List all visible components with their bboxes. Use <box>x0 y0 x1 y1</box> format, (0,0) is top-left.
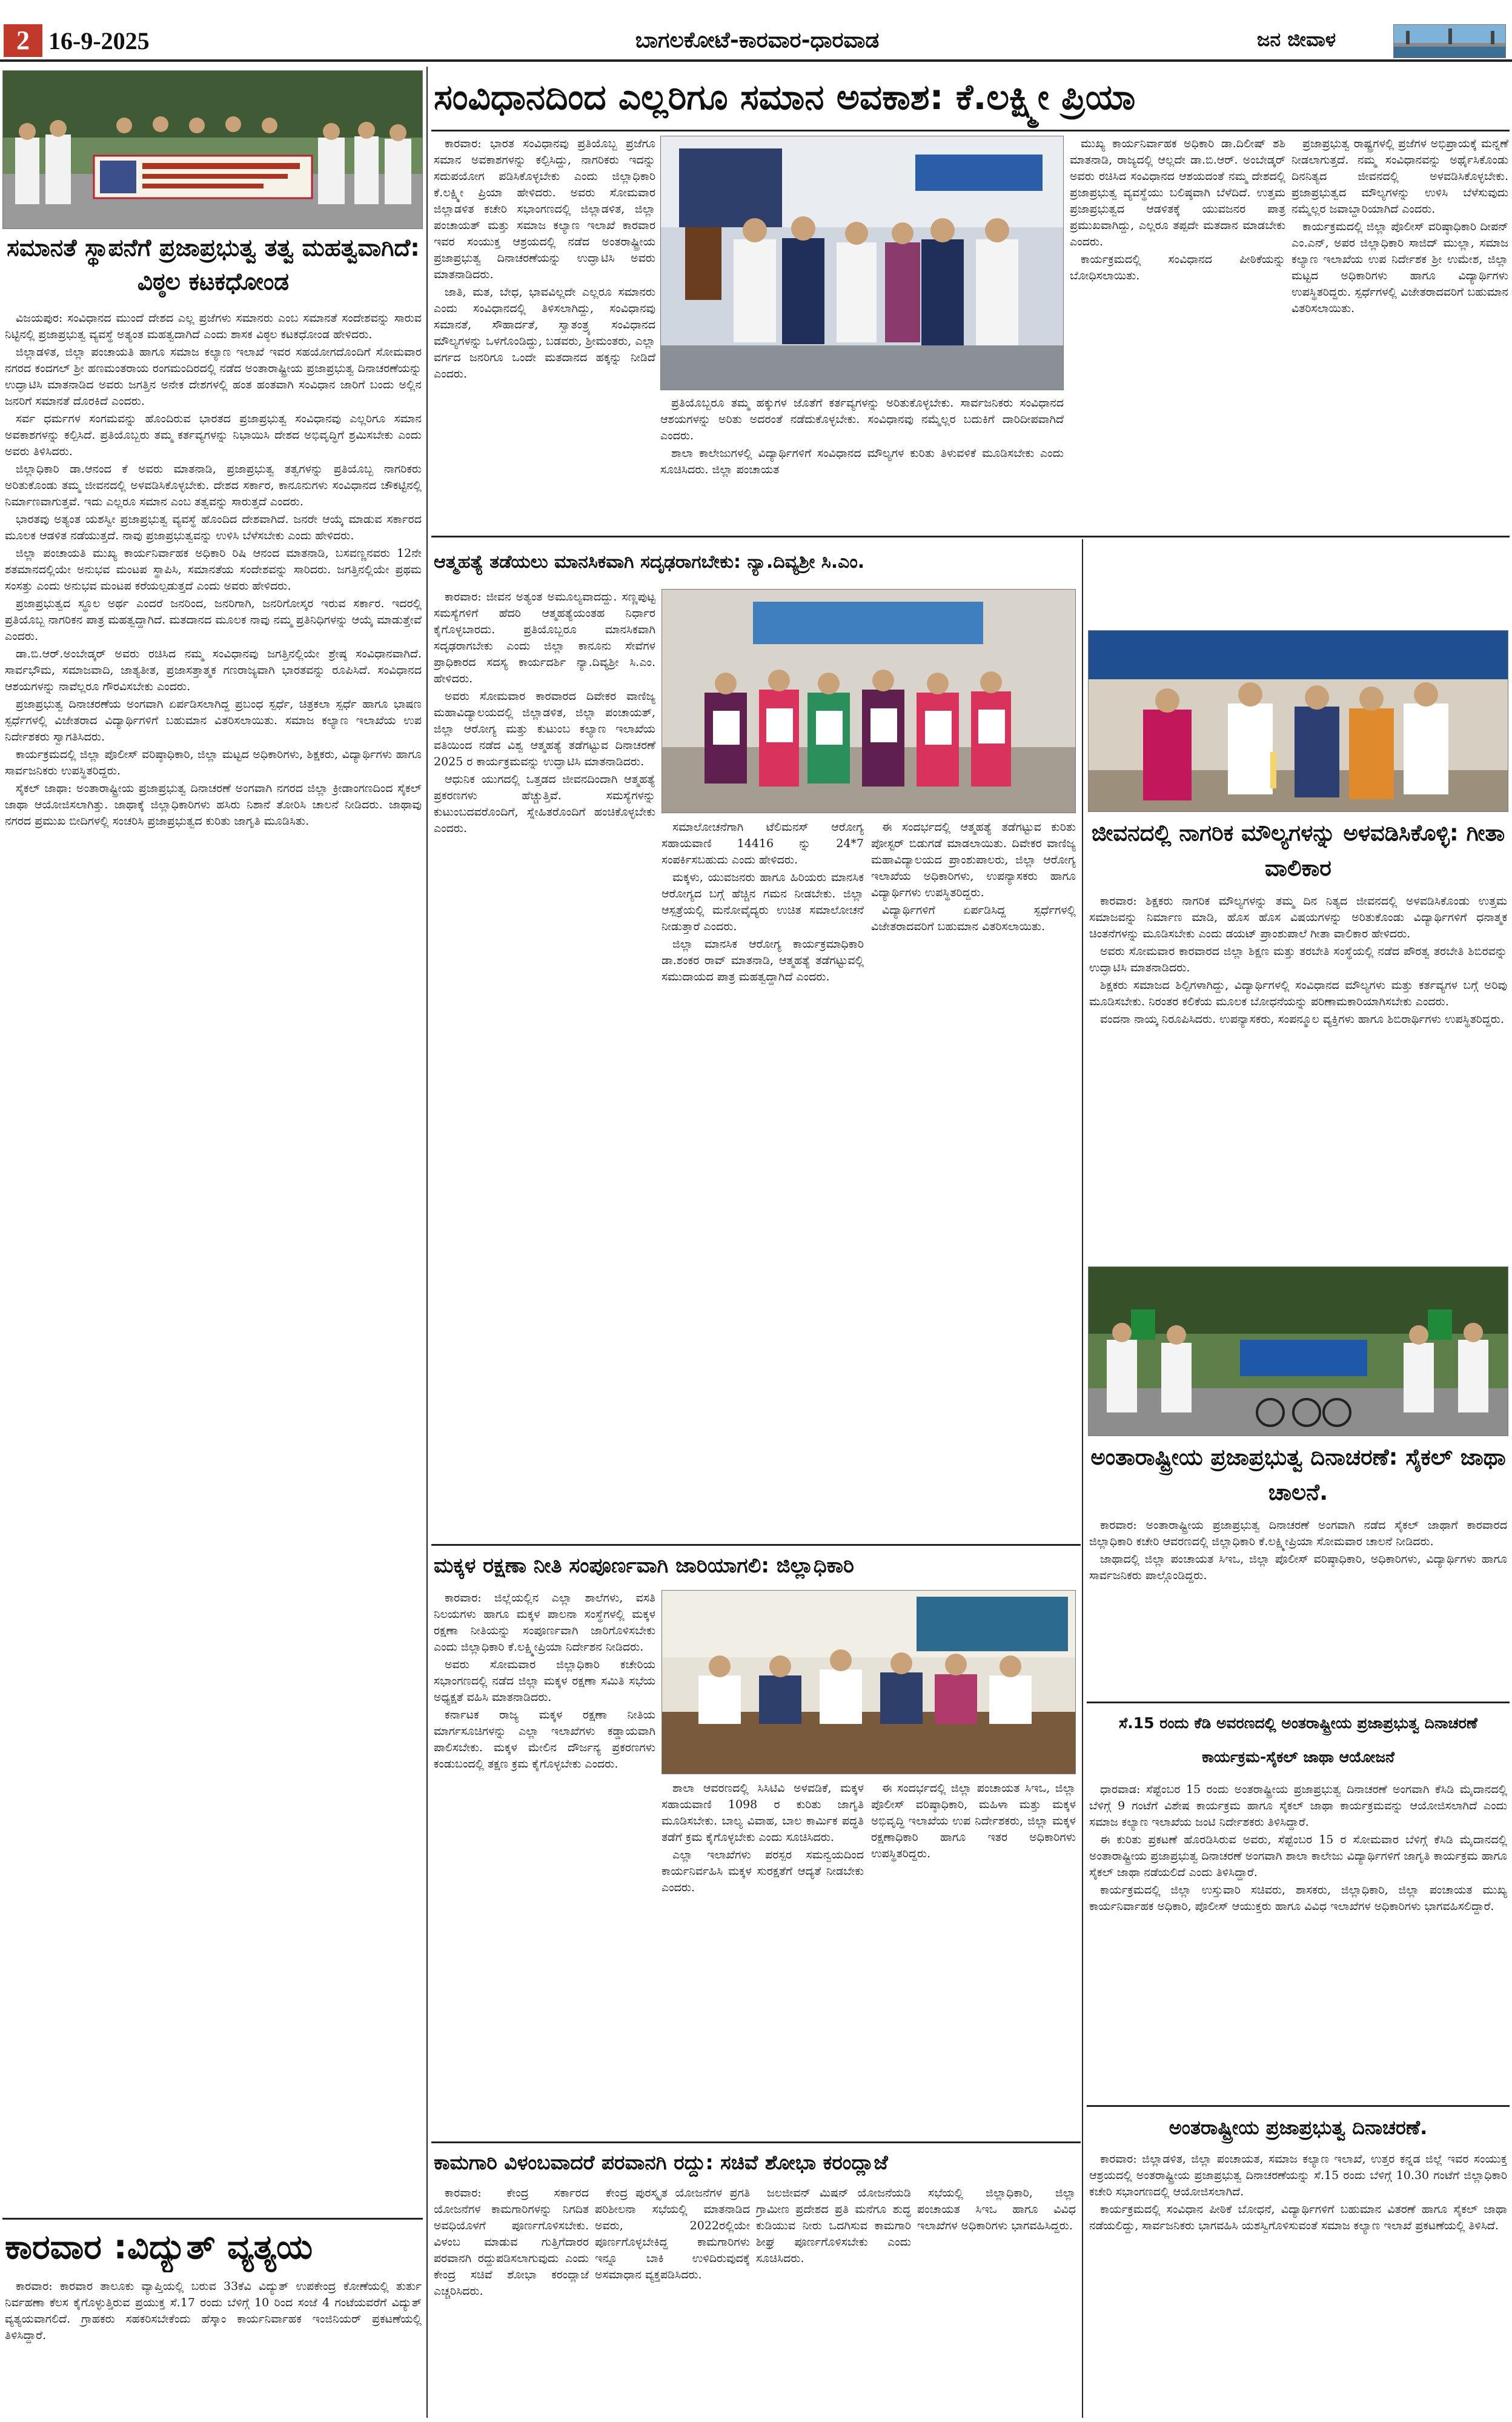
paragraph: ಕಾರವಾರ: ಭಾರತ ಸಂವಿಧಾನವು ಪ್ರತಿಯೊಬ್ಬ ಪ್ರಜೆಗೂ ಸಮಾನ ಅವಕಾಶಗಳನ್ನು ಕಲ್ಪಿಸಿದ್ದು, ನಾಗರಿಕರು ಇದನ್ನು ಸದುಪಯೋಗ ಪಡಿಸಿಕೊಳ್ಳಬೇಕು ಎಂದು ಜಿಲ್ಲಾಧಿಕಾರಿ ಕೆ.ಲಕ್ಷ್ಮೀ ಪ್ರಿಯಾ ಹೇಳಿದರು. ಅವರು ಸೋಮವಾರ ಜಿಲ್ಲಾಡಳಿತ ಕಚೇರಿ ಸಭಾಂಗಣದಲ್ಲಿ ಜಿಲ್ಲಾಡಳಿತ, ಜಿಲ್ಲಾ ಪಂಚಾಯತ್ ಮತ್ತು ಸಮಾಜ ಕಲ್ಯಾಣ ಇಲಾಖೆ ಕಾರವಾರ ಇವರ ಸಂಯುಕ್ತ ಆಶ್ರಯದಲ್ಲಿ ನಡೆದ ಅಂತರಾಷ್ಟ್ರೀಯ ಪ್ರಜಾಪ್ರಭುತ್ವ ದಿನಾಚರಣೆಯನ್ನು ಉದ್ಘಾಟಿಸಿ ಅವರು ಮಾತನಾಡಿದರು. <box>434 137 655 281</box>
paragraph: ಡಾ.ಬಿ.ಆರ್.ಅಂಬೇಡ್ಕರ್ ಅವರು ರಚಿಸಿದ ನಮ್ಮ ಸಂವಿಧಾನವು ಜಗತ್ತಿನಲ್ಲಿಯೇ ಶ್ರೇಷ್ಠ ಸಂವಿಧಾನವಾಗಿದೆ. ಸಾರ್ವಭೌಮ, ಸಮಾಜವಾದಿ, ಜಾತ್ಯತೀತ, ಪ್ರಜಾಸತ್ತಾತ್ಮಕ ಗಣರಾಜ್ಯವಾಗಿ ಭಾರತವನ್ನು ರೂಪಿಸಿದೆ. ಸಂವಿಧಾನದ ಆಶಯಗಳನ್ನು ನಾವೆಲ್ಲರೂ ಗೌರವಿಸಬೇಕು ಎಂದರು. <box>5 647 422 693</box>
last-story-rule <box>1087 2105 1510 2107</box>
paragraph: ಭಾರತವು ಅತ್ಯಂತ ಯಶಸ್ವೀ ಪ್ರಜಾಪ್ರಭುತ್ವ ವ್ಯವಸ್ಥೆ ಹೊಂದಿದ ದೇಶವಾಗಿದೆ. ಜನರೇ ಆಯ್ಕೆ ಮಾಡುವ ಸರ್ಕಾರದ ಮೂಲಕ ಆಡಳಿತ ನಡೆಯುತ್ತದೆ. ನಾವು ಪ್ರಜಾಪ್ರಭುತ್ವವನ್ನು ಉಳಿಸಿ ಬೆಳೆಸಬೇಕು ಎಂದು ಹೇಳಿದರು. <box>5 513 422 542</box>
paragraph: ಈ ಸಂದರ್ಭದಲ್ಲಿ ಆತ್ಮಹತ್ಯೆ ತಡೆಗಟ್ಟುವ ಕುರಿತು ಪೋಸ್ಟರ್ ಬಿಡುಗಡೆ ಮಾಡಲಾಯಿತು. ದಿವೇಕರ ವಾಣಿಜ್ಯ ಮಹಾವಿದ್ಯಾಲಯದ ಪ್ರಾಂಶುಪಾಲರು, ಜಿಲ್ಲಾ ಆರೋಗ್ಯ ಇಲಾಖೆಯ ಅಧಿಕಾರಿಗಳು, ಉಪನ್ಯಾಸಕರು ಹಾಗೂ ವಿದ್ಯಾರ್ಥಿಗಳು ಉಪಸ್ಥಿತರಿದ್ದರು. <box>871 820 1076 899</box>
paragraph: ಸಭೆಯಲ್ಲಿ ಜಿಲ್ಲಾಧಿಕಾರಿ, ಜಿಲ್ಲಾ ಪಂಚಾಯತ ಸಿಇಒ ಹಾಗೂ ವಿವಿಧ ಇಲಾಖೆಗಳ ಅಧಿಕಾರಿಗಳು ಭಾಗವಹಿಸಿದ್ದರು. <box>917 2186 1076 2232</box>
paragraph: ಜಿಲ್ಲಾಧಿಕಾರಿ ಡಾ.ಆನಂದ ಕೆ ಅವರು ಮಾತನಾಡಿ, ಪ್ರಜಾಪ್ರಭುತ್ವ ತತ್ವಗಳನ್ನು ಪ್ರತಿಯೊಬ್ಬ ನಾಗರಿಕರು ಅರಿತುಕೊಂಡು ತಮ್ಮ ಜೀವನದಲ್ಲಿ ಅಳವಡಿಸಿಕೊಳ್ಳಬೇಕು. ದೇಶದ ಸರ್ಕಾರ, ಕಾನೂನುಗಳು ಸಂವಿಧಾನದ ಚೌಕಟ್ಟಿನಲ್ಲಿ ನಿರ್ಮಾಣವಾಗುತ್ತವೆ. ಇದು ಎಲ್ಲರೂ ಸಮಾನ ಎಂಬ ತತ್ವವನ್ನು ಸಾರುತ್ತದೆ ಎಂದರು. <box>5 462 422 508</box>
lead-col-2 <box>660 395 1064 530</box>
page-number-badge <box>4 24 42 57</box>
lead-col-4 <box>1292 136 1508 530</box>
paragraph: ಕಾರವಾರ: ಕಾರವಾರ ತಾಲೂಕು ವ್ಯಾಪ್ತಿಯಲ್ಲಿ ಬರುವ 33ಕೆವಿ ವಿದ್ಯುತ್ ಉಪಕೇಂದ್ರ ಕೋಣೆಯಲ್ಲಿ ತುರ್ತು ನಿರ್ವಹಣಾ ಕೆಲಸ ಕೈಗೊಳ್ಳುತ್ತಿರುವ ಪ್ರಯುಕ್ತ ಸೆ.17 ರಂದು ಬೆಳಿಗ್ಗೆ 10 ರಿಂದ ಸಂಜೆ 4 ಗಂಟೆಯವರೆಗೆ ವಿದ್ಯುತ್ ವ್ಯತ್ಯಯವಾಗಲಿದೆ. ಗ್ರಾಹಕರು ಸಹಕರಿಸಬೇಕೆಂದು ಹೆಸ್ಕಾಂ ಕಾರ್ಯನಿರ್ವಾಹಕ ಇಂಜಿನಿಯರ್ ಪ್ರಕಟಣೆಯಲ್ಲಿ ತಿಳಿಸಿದ್ದಾರೆ. <box>5 2280 422 2342</box>
paragraph: ಜಾತಿ, ಮತ, ಬೇಧ, ಭಾವವಿಲ್ಲದೇ ಎಲ್ಲರೂ ಸಮಾನರು ಎಂದು ಸಂವಿಧಾನದಲ್ಲಿ ತಿಳಿಸಲಾಗಿದ್ದು, ಸಂವಿಧಾನವು ಸಮಾನತೆ, ಸೌಹಾರ್ದತೆ, ಸ್ವಾತಂತ್ರ್ಯ ಸಂವಿಧಾನದ ಮೌಲ್ಯಗಳನ್ನು ಒಳಗೊಂಡಿದ್ದು, ಬಡವರು, ಶ್ರೀಮಂತರು, ಎಲ್ಲಾ ವರ್ಗದ ಜನರಿಗೂ ಒಂದೇ ಮತದಾನದ ಹಕ್ಕನ್ನು ನೀಡಿದೆ ಎಂದರು. <box>434 285 655 381</box>
paragraph: ಶಾಲಾ ಆವರಣದಲ್ಲಿ ಸಿಸಿಟಿವಿ ಅಳವಡಿಕೆ, ಮಕ್ಕಳ ಸಹಾಯವಾಣಿ 1098 ರ ಕುರಿತು ಜಾಗೃತಿ ಮೂಡಿಸಬೇಕು. ಬಾಲ್ಯ ವಿವಾಹ, ಬಾಲ ಕಾರ್ಮಿಕ ಪದ್ಧತಿ ತಡೆಗೆ ಕ್ರಮ ಕೈಗೊಳ್ಳಬೇಕು ಎಂದು ಸೂಚಿಸಿದರು. <box>662 1782 864 1844</box>
suicide-headline: ಆತ್ಮಹತ್ಯೆ ತಡೆಯಲು ಮಾನಸಿಕವಾಗಿ ಸದೃಢರಾಗಬೇಕು: ನ್ಯಾ.ದಿವ್ಯಶ್ರೀ ಸಿ.ಎಂ. <box>434 551 865 573</box>
masthead-rule <box>0 59 1512 62</box>
paragraph: ಸರ್ವ ಧರ್ಮಗಳ ಸಂಗಮವನ್ನು ಹೊಂದಿರುವ ಭಾರತದ ಪ್ರಜಾಪ್ರಭುತ್ವ ಸಂವಿಧಾನವು ಎಲ್ಲರಿಗೂ ಸಮಾನ ಅವಕಾಶಗಳನ್ನು ಕಲ್ಪಿಸಿದೆ. ಪ್ರತಿಯೊಬ್ಬರು ತಮ್ಮ ಕರ್ತವ್ಯಗಳನ್ನು ನಿಭಾಯಿಸಿ ದೇಶದ ಅಭಿವೃದ್ಧಿಗೆ ಶ್ರಮಿಸಬೇಕು ಎಂದು ಅವರು ತಿಳಿಸಿದರು. <box>5 412 422 458</box>
power-cut-body <box>5 2278 422 2418</box>
paragraph: ವಂದನಾ ನಾಯ್ಕ ನಿರೂಪಿಸಿದರು. ಉಪನ್ಯಾಸಕರು, ಸಂಪನ್ಮೂಲ ವ್ಯಕ್ತಿಗಳು ಹಾಗೂ ಶಿಬಿರಾರ್ಥಿಗಳು ಉಪಸ್ಥಿತರಿದ್ದರು. <box>1100 1013 1504 1026</box>
last-headline: ಅಂತರಾಷ್ಟ್ರೀಯ ಪ್ರಜಾಪ್ರಭುತ್ವ ದಿನಾಚರಣೆ. <box>1169 2116 1428 2139</box>
paragraph: ಜಿಲ್ಲಾ ಪಂಚಾಯತಿ ಮುಖ್ಯ ಕಾರ್ಯನಿರ್ವಾಹಕ ಅಧಿಕಾರಿ ರಿಷಿ ಆನಂದ ಮಾತನಾಡಿ, ಬಸವಣ್ಣನವರು 12ನೇ ಶತಮಾನದಲ್ಲಿಯೇ ಅನುಭವ ಮಂಟಪ ಸ್ಥಾಪಿಸಿ, ಸಮಾನತೆಯ ಸಂದೇಶವನ್ನು ಸಾರಿದರು. ಜಗತ್ತಿನಲ್ಲಿಯೇ ಪ್ರಥಮ ಸಂಸತ್ತು ಎಂದು ಅನುಭವ ಮಂಟಪ ಕರೆಯಲ್ಪಡುತ್ತದೆ ಎಂದು ಅವರು ಹೇಳಿದರು. <box>5 547 422 593</box>
paragraph: ಶಿಕ್ಷಕರು ಸಮಾಜದ ಶಿಲ್ಪಿಗಳಾಗಿದ್ದು, ವಿದ್ಯಾರ್ಥಿಗಳಲ್ಲಿ ಸಂವಿಧಾನದ ಮೌಲ್ಯಗಳು ಮತ್ತು ಕರ್ತವ್ಯಗಳ ಬಗ್ಗೆ ಅರಿವು ಮೂಡಿಸಬೇಕು. ನಿರಂತರ ಕಲಿಕೆಯ ಮೂಲಕ ಬೋಧನೆಯನ್ನು ಪರಿಣಾಮಕಾರಿಯಾಗಿಸಬೇಕು ಎಂದರು. <box>1089 979 1507 1008</box>
lead-photo <box>660 136 1064 390</box>
mines-col-2 <box>595 2185 750 2418</box>
paper-name: ಜನ ಜೀವಾಳ <box>1256 28 1336 51</box>
paragraph: ಕಾರವಾರ: ಅಂತಾರಾಷ್ಟ್ರೀಯ ಪ್ರಜಾಪ್ರಭುತ್ವ ದಿನಾಚರಣೆ ಅಂಗವಾಗಿ ನಡೆದ ಸೈಕಲ್ ಜಾಥಾಗೆ ಕಾರವಾರದ ಜಿಲ್ಲಾಧಿಕಾರಿ ಕಚೇರಿ ಆವರಣದಲ್ಲಿ ಜಿಲ್ಲಾಧಿಕಾರಿ ಕೆ.ಲಕ್ಷ್ಮೀಪ್ರಿಯಾ ಸೋಮವಾರ ಚಾಲನೆ ನೀಡಿದರು. <box>1089 1519 1507 1548</box>
gita-body <box>1089 893 1507 1257</box>
paragraph: ಎಲ್ಲಾ ಇಲಾಖೆಗಳು ಪರಸ್ಪರ ಸಮನ್ವಯದಿಂದ ಕಾರ್ಯನಿರ್ವಹಿಸಿ ಮಕ್ಕಳ ಸುರಕ್ಷತೆಗೆ ಆದ್ಯತೆ ನೀಡಬೇಕು ಎಂದರು. <box>662 1848 864 1894</box>
lead-headline-rule <box>431 130 1510 131</box>
paragraph: ಕಾರವಾರ: ಕೇಂದ್ರ ಸರ್ಕಾರದ ಯೋಜನೆಗಳ ಕಾಮಗಾರಿಗಳನ್ನು ನಿಗದಿತ ಅವಧಿಯೊಳಗೆ ಪೂರ್ಣಗೊಳಿಸಬೇಕು. ವಿಳಂಬ ಮಾಡುವ ಗುತ್ತಿಗೆದಾರರ ಪರವಾನಗಿ ರದ್ದುಪಡಿಸಲಾಗುವುದು ಎಂದು ಕೇಂದ್ರ ಸಚಿವೆ ಶೋಭಾ ಕರಂದ್ಲಾಜೆ ಎಚ್ಚರಿಸಿದರು. <box>434 2186 589 2298</box>
column-divider-1 <box>426 67 428 2418</box>
child-headline: ಮಕ್ಕಳ ರಕ್ಷಣಾ ನೀತಿ ಸಂಪೂರ್ಣವಾಗಿ ಜಾರಿಯಾಗಲಿ: ಜಿಲ್ಲಾಧಿಕಾರಿ <box>434 1554 854 1578</box>
paragraph: ಜಿಲ್ಲಾಡಳಿತ, ಜಿಲ್ಲಾ ಪಂಚಾಯತಿ ಹಾಗೂ ಸಮಾಜ ಕಲ್ಯಾಣ ಇಲಾಖೆ ಇವರ ಸಹಯೋಗದೊಂದಿಗೆ ಸೋಮವಾರ ನಗರದ ಕಂದಗಲ್ ಶ್ರೀ ಹಣಮಂತರಾಯ ರಂಗಮಂದಿರದಲ್ಲಿ ನಡೆದ ಅಂತಾರಾಷ್ಟ್ರೀಯ ಪ್ರಜಾಪ್ರಭುತ್ವ ದಿನಾಚರಣೆಯನ್ನು ಉದ್ಘಾಟಿಸಿ ಮಾತನಾಡಿದ ಅವರು ಜಗತ್ತಿನ ಅನೇಕ ದೇಶಗಳಲ್ಲಿ ಹಂತ ಹಂತವಾಗಿ ಸಂವಿಧಾನ ಜಾರಿಗೆ ಬಂದು ಅಲ್ಲಿನ ಜನರಿಗೆ ಸಮಾನತೆ ದೊರಕಿದೆ ಎಂದರು. <box>5 345 422 408</box>
masthead-logo-image <box>1393 24 1506 58</box>
bridge-logo-icon <box>1394 25 1506 58</box>
left-story-headline: ಸಮಾನತೆ ಸ್ಥಾಪನೆಗೆ ಪ್ರಜಾಪ್ರಭುತ್ವ ತತ್ವ ಮಹತ್ವವಾಗಿದೆ: ವಿಠ್ಠಲ ಕಟಕಧೋಂಡ <box>7 235 420 296</box>
sep15-body <box>1089 1782 1507 2097</box>
paragraph: ವಿದ್ಯಾರ್ಥಿಗಳಿಗೆ ಏರ್ಪಡಿಸಿದ್ದ ಸ್ಪರ್ಧೆಗಳಲ್ಲಿ ವಿಜೇತರಾದವರಿಗೆ ಬಹುಮಾನ ವಿತರಿಸಲಾಯಿತು. <box>871 903 1076 933</box>
paragraph: ಅವರು ಸೋಮವಾರ ಜಿಲ್ಲಾಧಿಕಾರಿ ಕಚೇರಿಯ ಸಭಾಂಗಣದಲ್ಲಿ ನಡೆದ ಜಿಲ್ಲಾ ಮಕ್ಕಳ ರಕ್ಷಣಾ ಸಮಿತಿ ಸಭೆಯ ಅಧ್ಯಕ್ಷತೆ ವಹಿಸಿ ಮಾತನಾಡಿದರು. <box>434 1658 655 1704</box>
cycle-rally-photo <box>1088 1266 1508 1436</box>
gita-story-photo <box>1088 630 1508 812</box>
issue-date: 16-9-2025 <box>48 27 150 55</box>
left-story-photo <box>2 70 423 229</box>
lead-col-1 <box>434 136 655 530</box>
paragraph: ಜಲಜೀವನ್ ಮಿಷನ್ ಯೋಜನೆಯಡಿ ಗ್ರಾಮೀಣ ಪ್ರದೇಶದ ಪ್ರತಿ ಮನೆಗೂ ಶುದ್ಧ ಕುಡಿಯುವ ನೀರು ಒದಗಿಸುವ ಕಾಮಗಾರಿ ಶೀಘ್ರ ಪೂರ್ಣಗೊಳಿಸಬೇಕು ಎಂದು ಸೂಚಿಸಿದರು. <box>756 2186 911 2265</box>
child-story-rule <box>431 1544 1081 1546</box>
paragraph: ಪ್ರಜಾಪ್ರಭುತ್ವ ದಿನಾಚರಣೆಯ ಅಂಗವಾಗಿ ಏರ್ಪಡಿಸಲಾಗಿದ್ದ ಪ್ರಬಂಧ ಸ್ಪರ್ಧೆ, ಚಿತ್ರಕಲಾ ಸ್ಪರ್ಧೆ ಹಾಗೂ ಭಾಷಣ ಸ್ಪರ್ಧೆಗಳಲ್ಲಿ ವಿಜೇತರಾದ ವಿದ್ಯಾರ್ಥಿಗಳಿಗೆ ಬಹುಮಾನ ವಿತರಿಸಲಾಯಿತು. ಸಮಾಜ ಕಲ್ಯಾಣ ಇಲಾಖೆಯ ಉಪ ನಿರ್ದೇಶಕರು ಸ್ವಾಗತಿಸಿದರು. <box>5 697 422 744</box>
suicide-col-1 <box>434 589 655 1510</box>
suicide-photo <box>662 589 1076 813</box>
paragraph: ಕಾರವಾರ: ಜಿಲ್ಲಾಡಳಿತ, ಜಿಲ್ಲಾ ಪಂಚಾಯತ, ಸಮಾಜ ಕಲ್ಯಾಣ ಇಲಾಖೆ, ಉತ್ತರ ಕನ್ನಡ ಜಿಲ್ಲೆ ಇವರ ಸಂಯುಕ್ತ ಆಶ್ರಯದಲ್ಲಿ ಅಂತರಾಷ್ಟ್ರೀಯ ಪ್ರಜಾಪ್ರಭುತ್ವ ದಿನಾಚರಣೆಯನ್ನು ಸೆ.15 ರಂದು ಬೆಳಿಗ್ಗೆ 10.30 ಗಂಟೆಗೆ ಜಿಲ್ಲಾಧಿಕಾರಿ ಕಚೇರಿ ಸಭಾಂಗಣದಲ್ಲಿ ಆಯೋಜಿಸಲಾಗಿದೆ. <box>1089 2152 1507 2198</box>
last-body <box>1089 2151 1507 2418</box>
paragraph: ಮುಖ್ಯ ಕಾರ್ಯನಿರ್ವಾಹಕ ಅಧಿಕಾರಿ ಡಾ.ದಿಲೀಷ್ ಶಶಿ ಮಾತನಾಡಿ, ರಾಜ್ಯದಲ್ಲಿ ಆಲ್ಲದೇ ಡಾ.ಬಿ.ಆರ್. ಅಂಬೇಡ್ಕರ್ ಅವರು ರಚಿಸಿದ ಸಂವಿಧಾನದ ಆಶಯದಂತೆ ನಮ್ಮ ದೇಶದಲ್ಲಿ ಪ್ರಜಾಪ್ರಭುತ್ವ ವ್ಯವಸ್ಥೆಯು ಬಲಿಷ್ಠವಾಗಿ ಬೆಳೆದಿದೆ. ಉತ್ತಮ ಪ್ರಜಾಪ್ರಭುತ್ವದ ಆಡಳಿತಕ್ಕೆ ಯುವಜನರ ಪಾತ್ರ ಪ್ರಮುಖವಾಗಿದ್ದು, ಎಲ್ಲರೂ ತಪ್ಪದೇ ಮತದಾನ ಮಾಡಬೇಕು ಎಂದರು. <box>1070 137 1285 248</box>
paragraph: ಪ್ರತಿಯೊಬ್ಬರೂ ತಮ್ಮ ಹಕ್ಕುಗಳ ಜೊತೆಗೆ ಕರ್ತವ್ಯಗಳನ್ನು ಅರಿತುಕೊಳ್ಳಬೇಕು. ಸಾರ್ವಜನಿಕರು ಸಂವಿಧಾನದ ಆಶಯಗಳನ್ನು ಅರಿತು ಅದರಂತೆ ನಡೆದುಕೊಳ್ಳಬೇಕು. ಸಂವಿಧಾನವು ನಮ್ಮೆಲ್ಲರ ಬದುಕಿಗೆ ದಾರಿದೀಪವಾಗಿದೆ ಎಂದರು. <box>660 396 1064 442</box>
paragraph: ಕಾರ್ಯಕ್ರಮದಲ್ಲಿ ಸಂವಿಧಾನದ ಪೀಠಿಕೆಯನ್ನು ಬೋಧಿಸಲಾಯಿತು. <box>1070 253 1285 282</box>
mines-headline: ಕಾಮಗಾರಿ ವಿಳಂಬವಾದರೆ ಪರವಾನಗಿ ರದ್ದು: ಸಚಿವೆ ಶೋಭಾ ಕರಂದ್ಲಾಜೆ <box>434 2151 888 2174</box>
paragraph: ಸೈಕಲ್ ಜಾಥಾ: ಅಂತಾರಾಷ್ಟ್ರೀಯ ಪ್ರಜಾಪ್ರಭುತ್ವ ದಿನಾಚರಣೆ ಅಂಗವಾಗಿ ನಗರದ ಜಿಲ್ಲಾ ಕ್ರೀಡಾಂಗಣದಿಂದ ಸೈಕಲ್ ಜಾಥಾ ಆಯೋಜಿಸಲಾಗಿತ್ತು. ಜಾಥಾಕ್ಕೆ ಜಿಲ್ಲಾಧಿಕಾರಿಗಳು ಹಸಿರು ನಿಶಾನೆ ತೋರಿಸಿ ಚಾಲನೆ ನೀಡಿದರು. ಜಾಥಾವು ನಗರದ ಪ್ರಮುಖ ಬೀದಿಗಳಲ್ಲಿ ಸಂಚರಿಸಿ ಪ್ರಜಾಪ್ರಭುತ್ವದ ಕುರಿತು ಜಾಗೃತಿ ಮೂಡಿಸಿತು. <box>5 782 422 828</box>
paragraph: ಕಾರ್ಯಕ್ರಮದಲ್ಲಿ ಸಂವಿಧಾನ ಪೀಠಿಕೆ ಬೋಧನೆ, ವಿದ್ಯಾರ್ಥಿಗಳಿಗೆ ಬಹುಮಾನ ವಿತರಣೆ ಹಾಗೂ ಸೈಕಲ್ ಜಾಥಾ ನಡೆಯಲಿದ್ದು, ಸಾರ್ವಜನಿಕರು ಭಾಗವಹಿಸಿ ಯಶಸ್ವಿಗೊಳಿಸುವಂತೆ ಸಮಾಜ ಕಲ್ಯಾಣ ಇಲಾಖೆ ಪ್ರಕಟಣೆಯಲ್ಲಿ ತಿಳಿಸಿದೆ. <box>1089 2203 1507 2232</box>
child-col-2 <box>662 1780 864 2135</box>
paragraph: ಅವರು ಸೋಮವಾರ ಕಾರವಾರದ ಜಿಲ್ಲಾ ಶಿಕ್ಷಣ ಮತ್ತು ತರಬೇತಿ ಸಂಸ್ಥೆಯಲ್ಲಿ ನಡೆದ ಪೌರತ್ವ ತರಬೇತಿ ಶಿಬಿರವನ್ನು ಉದ್ಘಾಟಿಸಿ ಮಾತನಾಡಿದರು. <box>1089 945 1507 974</box>
paragraph: ಆಧುನಿಕ ಯುಗದಲ್ಲಿ ಒತ್ತಡದ ಜೀವನದಿಂದಾಗಿ ಆತ್ಮಹತ್ಯೆ ಪ್ರಕರಣಗಳು ಹೆಚ್ಚುತ್ತಿವೆ. ಸಮಸ್ಯೆಗಳನ್ನು ಕುಟುಂಬದವರೊಂದಿಗೆ, ಸ್ನೇಹಿತರೊಂದಿಗೆ ಹಂಚಿಕೊಳ್ಳಬೇಕು ಎಂದರು. <box>434 773 655 835</box>
paragraph: ಮಕ್ಕಳು, ಯುವಜನರು ಹಾಗೂ ಹಿರಿಯರು ಮಾನಸಿಕ ಆರೋಗ್ಯದ ಬಗ್ಗೆ ಹೆಚ್ಚಿನ ಗಮನ ನೀಡಬೇಕು. ಜಿಲ್ಲಾ ಆಸ್ಪತ್ರೆಯಲ್ಲಿ ಮನೋವೈದ್ಯರು ಉಚಿತ ಸಮಾಲೋಚನೆ ನೀಡುತ್ತಾರೆ ಎಂದರು. <box>662 871 864 933</box>
paragraph: ಕಾರ್ಯಕ್ರಮದಲ್ಲಿ ಜಿಲ್ಲಾ ಉಸ್ತುವಾರಿ ಸಚಿವರು, ಶಾಸಕರು, ಜಿಲ್ಲಾಧಿಕಾರಿ, ಜಿಲ್ಲಾ ಪಂಚಾಯತ ಮುಖ್ಯ ಕಾರ್ಯನಿರ್ವಾಹಕ ಅಧಿಕಾರಿ, ಪೊಲೀಸ್ ಆಯುಕ್ತರು ಹಾಗೂ ವಿವಿಧ ಇಲಾಖೆಗಳ ಅಧಿಕಾರಿಗಳು ಭಾಗವಹಿಸಲಿದ್ದಾರೆ. <box>1089 1883 1507 1913</box>
paragraph: ಕಾರವಾರ: ಜಿಲ್ಲೆಯಲ್ಲಿನ ಎಲ್ಲಾ ಶಾಲೆಗಳು, ವಸತಿ ನಿಲಯಗಳು ಹಾಗೂ ಮಕ್ಕಳ ಪಾಲನಾ ಸಂಸ್ಥೆಗಳಲ್ಲಿ ಮಕ್ಕಳ ರಕ್ಷಣಾ ನೀತಿಯನ್ನು ಸಂಪೂರ್ಣವಾಗಿ ಜಾರಿಗೊಳಿಸಬೇಕು ಎಂದು ಜಿಲ್ಲಾಧಿಕಾರಿ ಕೆ.ಲಕ್ಷ್ಮೀಪ್ರಿಯಾ ನಿರ್ದೇಶನ ನೀಡಿದರು. <box>434 1591 655 1654</box>
suicide-col-2 <box>662 819 864 1510</box>
paragraph: ಜಿಲ್ಲಾ ಮಾನಸಿಕ ಆರೋಗ್ಯ ಕಾರ್ಯಕ್ರಮಾಧಿಕಾರಿ ಡಾ.ಶಂಕರ ರಾವ್ ಮಾತನಾಡಿ, ಆತ್ಮಹತ್ಯೆ ತಡೆಗಟ್ಟುವಲ್ಲಿ ಸಮುದಾಯದ ಪಾತ್ರ ಮಹತ್ವದ್ದಾಗಿದೆ ಎಂದರು. <box>662 937 864 983</box>
paragraph: ಸಮಾಲೋಚನೆಗಾಗಿ ಟೆಲಿಮನಸ್ ಆರೋಗ್ಯ ಸಹಾಯವಾಣಿ 14416 ನ್ನು 24*7 ಸಂಪರ್ಕಿಸಬಹುದು ಎಂದು ಹೇಳಿದರು. <box>662 820 864 867</box>
gita-headline: ಜೀವನದಲ್ಲಿ ನಾಗರಿಕ ಮೌಲ್ಯಗಳನ್ನು ಅಳವಡಿಸಿಕೊಳ್ಳಿ: ಗೀತಾ ವಾಲಿಕಾರ <box>1091 820 1505 881</box>
paragraph: ಈ ಸಂದರ್ಭದಲ್ಲಿ ಜಿಲ್ಲಾ ಪಂಚಾಯತ ಸಿಇಒ, ಜಿಲ್ಲಾ ಪೊಲೀಸ್ ವರಿಷ್ಠಾಧಿಕಾರಿ, ಮಹಿಳಾ ಮತ್ತು ಮಕ್ಕಳ ಅಭಿವೃದ್ಧಿ ಇಲಾಖೆಯ ಉಪ ನಿರ್ದೇಶಕರು, ಜಿಲ್ಲಾ ಮಕ್ಕಳ ರಕ್ಷಣಾಧಿಕಾರಿ ಹಾಗೂ ಇತರ ಅಧಿಕಾರಿಗಳು ಉಪಸ್ಥಿತರಿದ್ದರು. <box>871 1782 1076 1860</box>
paragraph: ಜಾಥಾದಲ್ಲಿ ಜಿಲ್ಲಾ ಪಂಚಾಯತ ಸಿಇಒ, ಜಿಲ್ಲಾ ಪೊಲೀಸ್ ವರಿಷ್ಠಾಧಿಕಾರಿ, ಅಧಿಕಾರಿಗಳು, ವಿದ್ಯಾರ್ಥಿಗಳು ಹಾಗೂ ಸಾರ್ವಜನಿಕರು ಪಾಲ್ಗೊಂಡಿದ್ದರು. <box>1089 1552 1507 1582</box>
paragraph: ಕಾರ್ಯಕ್ರಮದಲ್ಲಿ ಜಿಲ್ಲಾ ಪೊಲೀಸ್ ವರಿಷ್ಠಾಧಿಕಾರಿ, ಜಿಲ್ಲಾ ಮಟ್ಟದ ಅಧಿಕಾರಿಗಳು, ಶಿಕ್ಷಕರು, ವಿದ್ಯಾರ್ಥಿಗಳು ಹಾಗೂ ಸಾರ್ವಜನಿಕರು ಉಪಸ್ಥಿತರಿದ್ದರು. <box>5 748 422 777</box>
paragraph: ಕರ್ನಾಟಕ ರಾಜ್ಯ ಮಕ್ಕಳ ರಕ್ಷಣಾ ನೀತಿಯ ಮಾರ್ಗಸೂಚಿಗಳನ್ನು ಎಲ್ಲಾ ಇಲಾಖೆಗಳು ಕಡ್ಡಾಯವಾಗಿ ಪಾಲಿಸಬೇಕು. ಮಕ್ಕಳ ಮೇಲಿನ ದೌರ್ಜನ್ಯ ಪ್ರಕರಣಗಳು ಕಂಡುಬಂದಲ್ಲಿ ತಕ್ಷಣ ಕ್ರಮ ಕೈಗೊಳ್ಳಬೇಕು ಎಂದರು. <box>434 1708 655 1771</box>
paragraph: ಧಾರವಾಡ: ಸೆಪ್ಟೆಂಬರ 15 ರಂದು ಅಂತರಾಷ್ಟ್ರೀಯ ಪ್ರಜಾಪ್ರಭುತ್ವ ದಿನಾಚರಣೆ ಅಂಗವಾಗಿ ಕೆಸಿಡಿ ಮೈದಾನದಲ್ಲಿ ಬೆಳಿಗ್ಗೆ 9 ಗಂಟೆಗೆ ವಿಶೇಷ ಕಾರ್ಯಕ್ರಮ ಹಾಗೂ ಸೈಕಲ್ ಜಾಥಾ ಕಾರ್ಯಕ್ರಮವನ್ನು ಆಯೋಜಿಸಲಾಗಿದೆ ಎಂದು ಸಮಾಜ ಕಲ್ಯಾಣ ಇಲಾಖೆಯ ಜಂಟಿ ನಿರ್ದೇಶಕರು ತಿಳಿಸಿದ್ದಾರೆ. <box>1089 1783 1507 1829</box>
paragraph: ಶಾಲಾ ಕಾಲೇಜುಗಳಲ್ಲಿ ವಿದ್ಯಾರ್ಥಿಗಳಿಗೆ ಸಂವಿಧಾನದ ಮೌಲ್ಯಗಳ ಕುರಿತು ತಿಳುವಳಿಕೆ ಮೂಡಿಸಬೇಕು ಎಂದು ಸೂಚಿಸಿದರು. ಜಿಲ್ಲಾ ಪಂಚಾಯತ <box>660 447 1064 476</box>
child-col-1 <box>434 1590 655 2135</box>
suicide-col-3 <box>871 819 1076 1510</box>
left-story-body <box>5 310 422 2207</box>
child-col-3 <box>871 1780 1076 2135</box>
paragraph: ಕೇಂದ್ರ ಪುರಸ್ಕೃತ ಯೋಜನೆಗಳ ಪ್ರಗತಿ ಪರಿಶೀಲನಾ ಸಭೆಯಲ್ಲಿ ಮಾತನಾಡಿದ ಅವರು, 2022ರಲ್ಲಿಯೇ ಪೂರ್ಣಗೊಳ್ಳಬೇಕಿದ್ದ ಕಾಮಗಾರಿಗಳು ಇನ್ನೂ ಬಾಕಿ ಉಳಿದಿರುವುದಕ್ಕೆ ಅಸಮಾಧಾನ ವ್ಯಕ್ತಪಡಿಸಿದರು. <box>595 2186 750 2281</box>
mines-col-3 <box>756 2185 911 2418</box>
paragraph: ಈ ಕುರಿತು ಪ್ರಕಟಣೆ ಹೊರಡಿಸಿರುವ ಅವರು, ಸೆಪ್ಟೆಂಬರ 15 ರ ಸೋಮವಾರ ಬೆಳಿಗ್ಗೆ ಕೆಸಿಡಿ ಮೈದಾನದಲ್ಲಿ ಅಂತಾರಾಷ್ಟ್ರೀಯ ಪ್ರಜಾಪ್ರಭುತ್ವ ದಿನಾಚರಣೆ ಅಂಗವಾಗಿ ಶಾಲಾ ಕಾಲೇಜು ವಿದ್ಯಾರ್ಥಿಗಳಿಗೆ ಜಾಗೃತಿ ಕಾರ್ಯಕ್ರಮ ಹಾಗೂ ಸೈಕಲ್ ಜಾಥಾ ನಡೆಯಲಿದೆ ಎಂದು ತಿಳಿಸಿದ್ದಾರೆ. <box>1089 1833 1507 1879</box>
mines-col-1 <box>434 2185 589 2418</box>
mines-story-rule <box>431 2141 1081 2143</box>
paragraph: ವಿಜಯಪುರ: ಸಂವಿಧಾನದ ಮುಂದೆ ದೇಶದ ಎಲ್ಲ ಪ್ರಜೆಗಳು ಸಮಾನರು ಎಂಬ ಸಮಾನತೆ ಸಂದೇಶವನ್ನು ಸಾರುವ ನಿಟ್ಟಿನಲ್ಲಿ ಪ್ರಜಾಪ್ರಭುತ್ವ ವ್ಯವಸ್ಥೆ ಅತ್ಯಂತ ಮಹತ್ವದಾಗಿದೆ ಎಂದು ಶಾಸಕ ವಿಠ್ಠಲ ಕಟಕಧೋಂಡ ಹೇಳಿದರು. <box>5 311 422 341</box>
lead-bottom-rule <box>431 536 1510 537</box>
sep15-headline: ಸೆ.15 ರಂದು ಕೆಡಿ ಅವರಣದಲ್ಲಿ ಅಂತರಾಷ್ಟ್ರೀಯ ಪ್ರಜಾಪ್ರಭುತ್ವ ದಿನಾಚರಣೆ ಕಾರ್ಯಕ್ರಮ-ಸೈಕಲ್ ಜಾಥಾ ಆಯೋಜನೆ <box>1118 1714 1478 1766</box>
child-meeting-photo <box>662 1590 1076 1774</box>
sep15-story-rule <box>1087 1702 1510 1703</box>
lead-headline: ಸಂವಿಧಾನದಿಂದ ಎಲ್ಲರಿಗೂ ಸಮಾನ ಅವಕಾಶ: ಕೆ.ಲಕ್ಷ್ಮೀ ಪ್ರಿಯಾ <box>434 76 1136 118</box>
paragraph: ಪ್ರಜಾಪ್ರಭುತ್ವ ರಾಷ್ಟ್ರಗಳಲ್ಲಿ ಪ್ರಜೆಗಳ ಅಭಿಪ್ರಾಯಕ್ಕೆ ಮನ್ನಣೆ ನೀಡಲಾಗುತ್ತದೆ. ನಮ್ಮ ಸಂವಿಧಾನವನ್ನು ಅರ್ಥೈಸಿಕೊಂಡು ದಿನನಿತ್ಯದ ಜೀವನದಲ್ಲಿ ಅಳವಡಿಸಿಕೊಳ್ಳಬೇಕು. ಪ್ರಜಾಪ್ರಭುತ್ವದ ಮೌಲ್ಯಗಳನ್ನು ಉಳಿಸಿ ಬೆಳೆಸುವುದು ನಮ್ಮೆಲ್ಲರ ಜವಾಬ್ದಾರಿಯಾಗಿದೆ ಎಂದರು. <box>1292 137 1508 216</box>
paragraph: ಕಾರವಾರ: ಜೀವನ ಅತ್ಯಂತ ಅಮೂಲ್ಯವಾದದ್ದು. ಸಣ್ಣಪುಟ್ಟ ಸಮಸ್ಯೆಗಳಿಗೆ ಹೆದರಿ ಆತ್ಮಹತ್ಯೆಯಂತಹ ನಿರ್ಧಾರ ಕೈಗೊಳ್ಳಬಾರದು. ಪ್ರತಿಯೊಬ್ಬರೂ ಮಾನಸಿಕವಾಗಿ ಸದೃಢರಾಗಬೇಕು ಎಂದು ಜಿಲ್ಲಾ ಕಾನೂನು ಸೇವೆಗಳ ಪ್ರಾಧಿಕಾರದ ಸದಸ್ಯ ಕಾರ್ಯದರ್ಶಿ ನ್ಯಾ.ದಿವ್ಯಶ್ರೀ ಸಿ.ಎಂ. ಹೇಳಿದರು. <box>434 590 655 685</box>
mines-col-4 <box>917 2185 1076 2418</box>
paragraph: ಅವರು ಸೋಮವಾರ ಕಾರವಾರದ ದಿವೇಕರ ವಾಣಿಜ್ಯ ಮಹಾವಿದ್ಯಾಲಯದಲ್ಲಿ ಜಿಲ್ಲಾಡಳಿತ, ಜಿಲ್ಲಾ ಪಂಚಾಯತ್, ಜಿಲ್ಲಾ ಆರೋಗ್ಯ ಮತ್ತು ಕುಟುಂಬ ಕಲ್ಯಾಣ ಇಲಾಖೆಯ ವತಿಯಿಂದ ನಡೆದ ವಿಶ್ವ ಆತ್ಮಹತ್ಯೆ ತಡೆಗಟ್ಟುವ ದಿನಾಚರಣೆ 2025 ರ ಕಾರ್ಯಕ್ರಮವನ್ನು ಉದ್ಘಾಟಿಸಿ ಮಾತನಾಡಿದರು. <box>434 690 655 768</box>
page-number: 2 <box>16 25 30 55</box>
paragraph: ಕಾರವಾರ: ಶಿಕ್ಷಕರು ನಾಗರಿಕ ಮೌಲ್ಯಗಳನ್ನು ತಮ್ಮ ದಿನ ನಿತ್ಯದ ಜೀವನದಲ್ಲಿ ಅಳವಡಿಸಿಕೊಂಡು ಉತ್ತಮ ಸಮಾಜವನ್ನು ನಿರ್ಮಾಣ ಮಾಡಿ, ಹೊಸ ಹೊಸ ವಿಷಯಗಳನ್ನು ಅರಿತುಕೊಂಡು ವಿದ್ಯಾರ್ಥಿಗಳಿಗೆ ಧನಾತ್ಮಕ ಚಿಂತನೆಗಳನ್ನು ಮೂಡಿಸಬೇಕು ಎಂದು ಡಯಟ್ ಪ್ರಾಂಶುಪಾಲೆ ಗೀತಾ ವಾಲಿಕಾರ ಹೇಳಿದರು. <box>1089 894 1507 940</box>
masthead <box>0 0 1512 61</box>
column-divider-2 <box>1082 539 1083 2418</box>
edition-label: ಬಾಗಲಕೋಟೆ-ಕಾರವಾರ-ಧಾರವಾಡ <box>635 28 880 53</box>
paragraph: ಪ್ರಜಾಪ್ರಭುತ್ವದ ಸ್ಥೂಲ ಅರ್ಥ ಎಂದರೆ ಜನರಿಂದ, ಜನರಿಗಾಗಿ, ಜನರಿಗೋಸ್ಕರ ಇರುವ ಸರ್ಕಾರ. ಇದರಲ್ಲಿ ಪ್ರತಿಯೊಬ್ಬ ನಾಗರಿಕನ ಪಾತ್ರ ಮಹತ್ವದ್ದಾಗಿದೆ. ಮತದಾನದ ಮೂಲಕ ನಾವು ನಮ್ಮ ಪ್ರತಿನಿಧಿಗಳನ್ನು ಆಯ್ಕೆ ಮಾಡುತ್ತೇವೆ ಎಂದರು. <box>5 597 422 643</box>
cycle-headline: ಅಂತಾರಾಷ್ಟ್ರೀಯ ಪ್ರಜಾಪ್ರಭುತ್ವ ದಿನಾಚರಣೆ: ಸೈಕಲ್ ಜಾಥಾ ಚಾಲನೆ. <box>1090 1444 1506 1505</box>
lead-col-3 <box>1070 136 1285 530</box>
power-cut-rule <box>2 2218 423 2220</box>
cycle-body <box>1089 1517 1507 1693</box>
power-cut-headline: ಕಾರವಾರ :ವಿದ್ಯುತ್ ವ್ಯತ್ಯಯ <box>5 2227 313 2267</box>
paragraph: ಕಾರ್ಯಕ್ರಮದಲ್ಲಿ ಜಿಲ್ಲಾ ಪೊಲೀಸ್ ವರಿಷ್ಠಾಧಿಕಾರಿ ದೀಪನ್ ಎಂ.ಎನ್, ಅಪರ ಜಿಲ್ಲಾಧಿಕಾರಿ ಸಾಜಿದ್ ಮುಲ್ಲಾ, ಸಮಾಜ ಕಲ್ಯಾಣ ಇಲಾಖೆಯ ಉಪ ನಿರ್ದೇಶಕ ಶ್ರೀ ಉಮೇಶ, ಜಿಲ್ಲಾ ಮಟ್ಟದ ಅಧಿಕಾರಿಗಳು ಹಾಗೂ ವಿದ್ಯಾರ್ಥಿಗಳು ಉಪಸ್ಥಿತರಿದ್ದರು. ಸ್ಪರ್ಧೆಗಳಲ್ಲಿ ವಿಜೇತರಾದವರಿಗೆ ಬಹುಮಾನ ವಿತರಿಸಲಾಯಿತು. <box>1292 220 1508 315</box>
